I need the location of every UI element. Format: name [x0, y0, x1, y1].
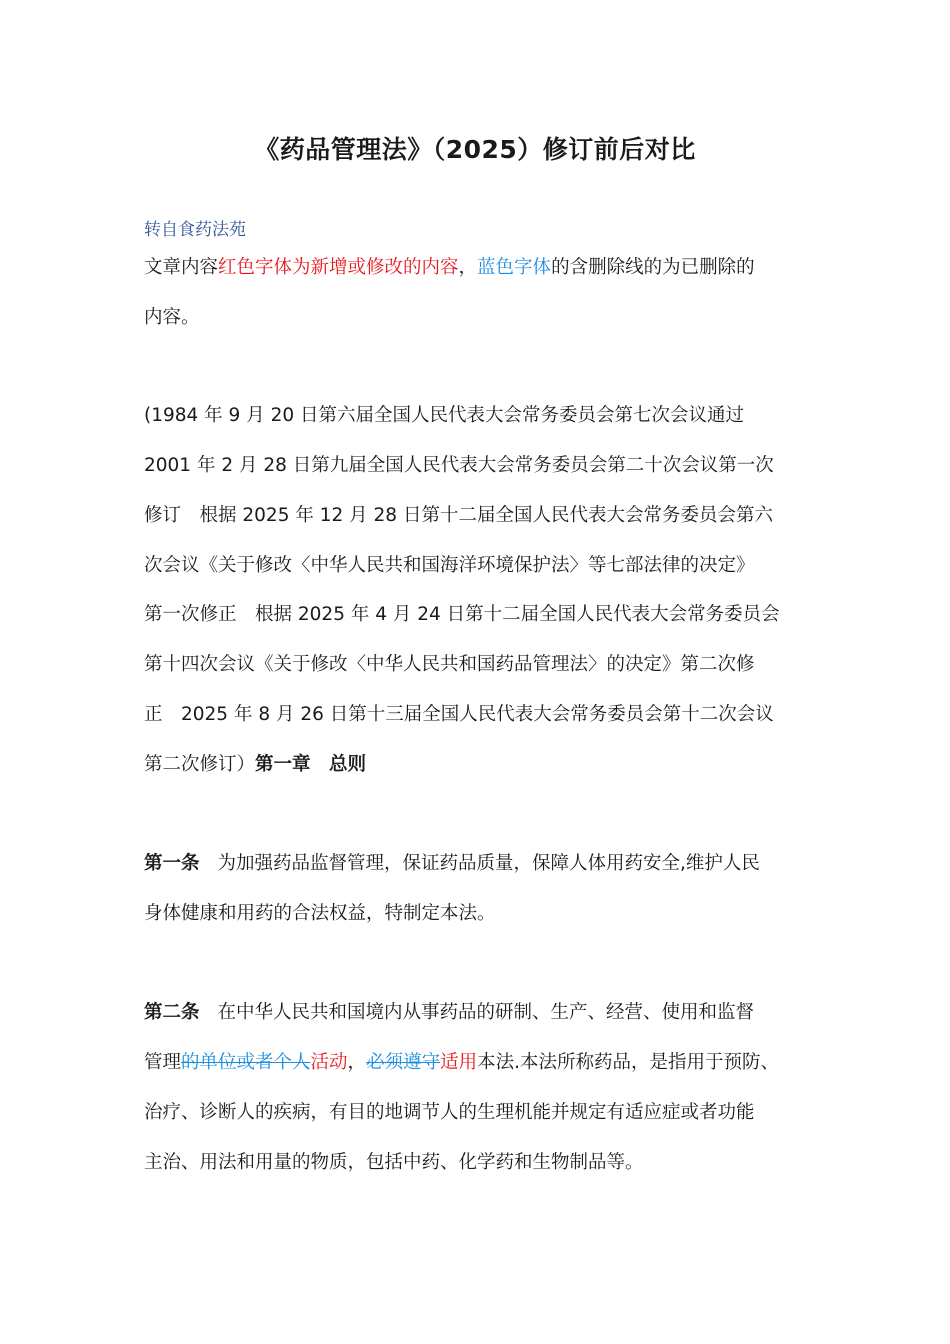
article-2-line-2 [144, 1049, 779, 1077]
history-line-6: 第十四次会议《关于修改〈中华人民共和国药品管理法〉的决定》第二次修 [144, 654, 755, 675]
article-1-label: 第一条 [144, 853, 200, 874]
article-2-text-1: 在中华人民共和国境内从事药品的研制、生产、经营、使用和监督 [217, 1002, 755, 1023]
history-line-3: 修订 根据 2025 年 12 月 28 日第十二届全国人民代表大会常务委员会第六 [144, 505, 773, 526]
legend-blue-text: 蓝色字体 [477, 257, 552, 278]
legend-comma: ， [458, 257, 478, 278]
article-2-line-3: 治疗、诊断人的疾病，有目的地调节人的生理机能并规定有适应症或者功能 [144, 1102, 755, 1123]
article-2-comma: ， [347, 1052, 367, 1073]
legend-prefix: 文章内容 [144, 257, 219, 278]
deleted-text-2: 必须遵守 [366, 1052, 441, 1073]
source-line: 转自食药法苑 [144, 220, 246, 240]
document-title: 《药品管理法》（2025）修订前后对比 [254, 135, 696, 164]
legend-red-text: 红色字体为新增或修改的内容 [218, 257, 459, 278]
article-2-line-4: 主治、用法和用量的物质，包括中药、化学药和生物制品等。 [144, 1152, 644, 1173]
history-line-7: 正 2025 年 8 月 26 日第十三届全国人民代表大会常务委员会第十二次会议 [144, 704, 774, 725]
article-2-line-1 [144, 999, 754, 1027]
article-1-text-1: 为加强药品监督管理，保证药品质量，保障人体用药安全,维护人民 [217, 853, 760, 874]
article-2-text-a: 管理 [144, 1052, 182, 1073]
legend-line-1 [144, 254, 755, 282]
history-line-1: (1984 年 9 月 20 日第六届全国人民代表大会常务委员会第七次会议通过 [144, 405, 745, 426]
chapter-heading: 第一章 总则 [255, 754, 367, 775]
legend-line-2: 内容。 [144, 307, 200, 328]
added-text-1: 活动 [310, 1052, 348, 1073]
deleted-text-1: 的单位或者个人 [181, 1052, 311, 1073]
history-line-2: 2001 年 2 月 28 日第九届全国人民代表大会常务委员会第二十次会议第一次 [144, 455, 774, 476]
history-line-4: 次会议《关于修改〈中华人民共和国海洋环境保护法〉等七部法律的决定》 [144, 555, 755, 576]
article-2-label: 第二条 [144, 1002, 200, 1023]
article-1-line-2: 身体健康和用药的合法权益，特制定本法。 [144, 903, 496, 924]
legend-suffix: 的含删除线的为已删除的 [551, 257, 755, 278]
history-line-5: 第一次修正 根据 2025 年 4 月 24 日第十二届全国人民代表大会常务委员会 [144, 604, 780, 625]
article-2-text-rest: 本法.本法所称药品，是指用于预防、 [477, 1052, 779, 1073]
added-text-2: 适用 [440, 1052, 478, 1073]
history-line-8 [144, 751, 366, 779]
article-1-line-1 [144, 850, 760, 878]
history-end: 第二次修订） [144, 754, 256, 775]
